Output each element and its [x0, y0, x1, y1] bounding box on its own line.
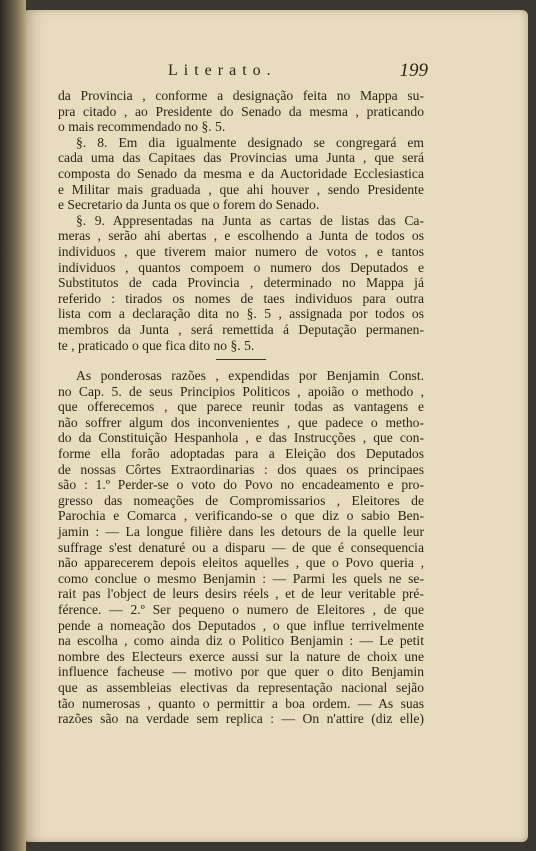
text-line: individuos , que tiverem maior numero de votos , e tantos: [58, 243, 424, 259]
text-line: meras , serão ahi abertas , e escolhendo a Junta de todos os: [58, 228, 424, 244]
book-gutter: [0, 0, 26, 851]
text-line: suffrage s'est denaturé ou a disparu — de que é consequencia: [58, 539, 424, 555]
text-line: nombre des Electeurs exerce aussi sur la nature de choix une: [58, 648, 424, 664]
section-divider-rule: [216, 359, 266, 360]
paragraph-start-line: §. 8. Em dia igualmente designado se congregará em: [76, 134, 424, 150]
text-line: são : 1.º Perder-se o voto do Povo no encadeamento e pro-: [58, 477, 424, 493]
text-line: composta do Senado da mesma e da Auctoridade Ecclesiastica: [58, 165, 424, 181]
paragraph-start-line: §. 9. Appresentadas na Junta as cartas de listas das Ca-: [76, 212, 424, 228]
text-line: na escolha , como ainda diz o Politico Benjamin : — Le petit: [58, 633, 424, 649]
text-line: razões são na verdade sem replica : — On n'attire (diz elle): [58, 711, 424, 727]
text-line: férence. — 2.º Ser pequeno o numero de Eleitores , de que: [58, 602, 424, 617]
text-line: individuos , quantos compoem o numero dos Deputados e: [58, 259, 424, 275]
paragraph-start-line: As ponderosas razões , expendidas por Benjamin Const.: [76, 368, 424, 384]
text-line: referido : tirados os nomes de taes individuos para outra: [58, 290, 424, 306]
page-header: [168, 62, 428, 86]
text-line: e Militar mais graduada , que ahi houver , sendo Presidente: [58, 181, 424, 197]
text-line: no Cap. 5. de seus Principios Politicos , apoião o methodo ,: [58, 383, 424, 399]
text-line: te , praticado o que fica dito no §. 5.: [58, 337, 255, 353]
text-line: de nossas Côrtes Extraordinarias : dos quaes os principaes: [58, 461, 424, 477]
text-line: da Provincia , conforme a designação feita no Mappa su-: [58, 88, 424, 103]
text-line: Parochia e Comarca , verificando-se o que diz o sabio Ben-: [58, 508, 424, 524]
text-line: lista com a declaração dita no §. 5 , assignada por todos os: [58, 306, 424, 322]
text-line: gresso das nomeações de Compromissarios , Eleitores de: [58, 492, 424, 508]
text-line: não apparecerem depois eleitos aquelles , que o Povo queria ,: [58, 555, 424, 571]
text-line: membros da Junta , será remettida á Deputação permanen-: [58, 321, 424, 337]
body-text: [58, 88, 424, 727]
text-line: jamin : — La longue filière dans les detours de la quelle leur: [58, 524, 424, 540]
text-line: tão numerosas , quanto o permittir a boa ordem. — As suas: [58, 695, 424, 711]
text-line: forme ella forão adoptadas para a Eleição dos Deputados: [58, 446, 424, 462]
text-line: como conclue o mesmo Benjamin : — Parmi les quels ne se-: [58, 570, 424, 586]
text-line: o mais recommendado no §. 5.: [58, 119, 226, 135]
text-line: não soffrer algum dos inconvenientes , que padece o metho-: [58, 414, 424, 430]
text-line: pra citado , ao Presidente do Senado da mesma , praticando: [58, 103, 424, 119]
text-line: pende a nomeação dos Deputados , o que influe terrivelmente: [58, 617, 424, 633]
text-line: e Secretario da Junta os que o forem do Senado.: [58, 197, 320, 213]
page-number: 199: [399, 60, 428, 81]
text-line: cada uma das Capitaes das Provincias uma Junta , que será: [58, 150, 424, 166]
text-line: rait pas l'object de leurs desirs réels , et de leur veritable pré-: [58, 586, 424, 602]
running-title: Literato.: [168, 62, 277, 79]
text-line: que as assembleias electivas da representação nacional sejão: [58, 679, 424, 695]
text-line: Substitutos de cada Provincia , determinado no Mappa já: [58, 275, 424, 291]
text-line: influence facheuse — motivo por que quer o dito Benjamin: [58, 664, 424, 680]
text-line: do da Constituição Hespanhola , e das Instrucções , que con-: [58, 430, 424, 446]
text-line: que offerecemos , que parece reunir todas as vantagens e: [58, 399, 424, 415]
